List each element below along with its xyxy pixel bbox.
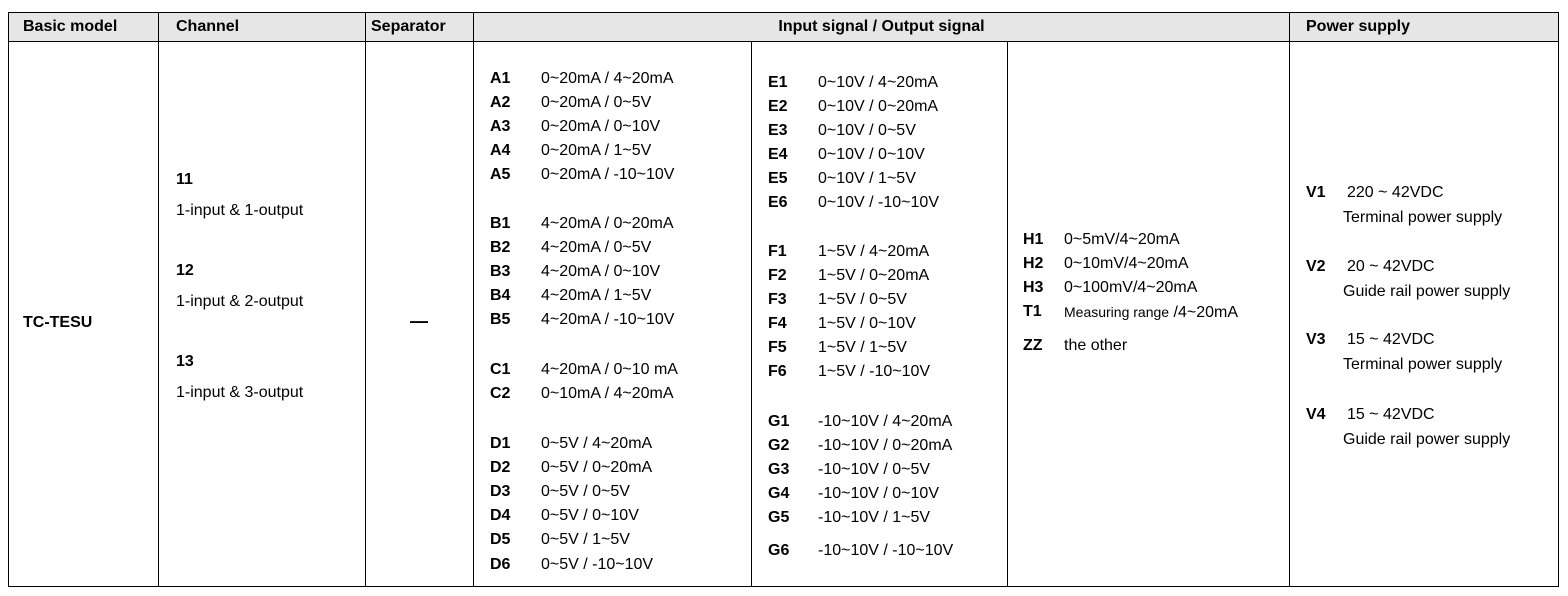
channel-desc: 1-input & 3-output <box>176 384 304 401</box>
power-voltage: 15 ~ 42VDC <box>1347 331 1435 348</box>
signal-code: E1 <box>768 74 788 91</box>
signal-code: D3 <box>490 483 511 500</box>
signal-row <box>1023 335 1128 357</box>
signal-desc <box>541 285 651 307</box>
signal-code: F1 <box>768 243 787 260</box>
signal-desc <box>818 459 930 481</box>
signal-desc <box>541 164 674 186</box>
signal-desc <box>541 92 651 114</box>
header-basic-model: Basic model <box>23 18 118 35</box>
signal-row <box>768 435 953 457</box>
signal-row <box>490 359 678 381</box>
channel-code: 12 <box>176 262 194 279</box>
signal-desc <box>1064 301 1238 324</box>
signal-row <box>490 92 652 114</box>
signal-desc-text: 1~5V / -10~10V <box>818 363 931 380</box>
signal-desc <box>1064 335 1127 357</box>
signal-desc-text: 0~5V / 0~5V <box>541 483 630 500</box>
signal-desc-text: 0~5mV/4~20mA <box>1064 231 1180 248</box>
signal-row <box>490 116 661 138</box>
signal-row <box>1023 277 1198 299</box>
basic-model-value: TC-TESU <box>23 314 93 331</box>
signal-row <box>768 507 931 529</box>
signal-desc <box>818 361 930 383</box>
signal-desc <box>1064 253 1189 275</box>
signal-desc <box>818 168 916 190</box>
signal-row <box>1023 253 1189 275</box>
signal-code: D4 <box>490 507 511 524</box>
signal-code: D6 <box>490 556 511 573</box>
signal-row <box>768 313 916 335</box>
signal-desc <box>541 505 639 527</box>
signal-code: G4 <box>768 485 790 502</box>
signal-desc <box>818 144 925 166</box>
signal-row <box>768 72 939 94</box>
signal-desc-text: 0~20mA / -10~10V <box>541 166 675 183</box>
col-divider <box>365 13 366 586</box>
signal-desc <box>1064 277 1197 299</box>
signal-code: D1 <box>490 435 511 452</box>
signal-code: ZZ <box>1023 337 1043 354</box>
signal-code: E4 <box>768 146 788 163</box>
power-desc: Terminal power supply <box>1343 356 1503 373</box>
signal-code: A5 <box>490 166 511 183</box>
signal-row <box>768 192 939 214</box>
signal-row <box>768 96 939 118</box>
signal-code: E6 <box>768 194 788 211</box>
signal-desc-small: Measuring range <box>1064 304 1170 320</box>
signal-desc-text: 4~20mA / 0~20mA <box>541 215 674 232</box>
signal-code: A2 <box>490 94 511 111</box>
signal-code: G1 <box>768 413 790 430</box>
channel-desc: 1-input & 2-output <box>176 293 304 310</box>
signal-desc <box>541 261 660 283</box>
signal-desc-text: 0~5V / 1~5V <box>541 531 630 548</box>
signal-desc <box>541 433 652 455</box>
signal-desc <box>818 241 929 263</box>
signal-desc-text: 4~20mA / 0~10 mA <box>541 361 678 378</box>
signal-desc-text: 0~10V / 1~5V <box>818 170 916 187</box>
power-row <box>1306 404 1435 426</box>
signal-desc-text: 0~10V / -10~10V <box>818 194 939 211</box>
signal-row <box>490 309 675 331</box>
signal-desc-text: 4~20mA / 0~10V <box>541 263 661 280</box>
col-divider <box>1289 13 1290 586</box>
signal-code: F3 <box>768 291 787 308</box>
signal-desc-text: 0~10mV/4~20mA <box>1064 255 1189 272</box>
signal-row <box>490 261 661 283</box>
power-row <box>1306 256 1435 278</box>
header-power-supply: Power supply <box>1306 18 1411 35</box>
signal-row <box>768 459 931 481</box>
signal-desc-text: -10~10V / -10~10V <box>818 542 954 559</box>
signal-row <box>768 483 939 505</box>
signal-desc-text: 0~10mA / 4~20mA <box>541 385 674 402</box>
signal-row <box>490 457 653 479</box>
header-separator: Separator <box>371 18 446 35</box>
signal-row <box>490 481 630 503</box>
signal-desc-text: 4~20mA / 0~5V <box>541 239 652 256</box>
signal-code: B4 <box>490 287 511 304</box>
signal-code: T1 <box>1023 303 1042 320</box>
signal-desc <box>818 483 939 505</box>
signal-row <box>490 505 639 527</box>
signal-code: F2 <box>768 267 787 284</box>
signal-desc <box>1064 229 1180 251</box>
signal-desc-text: /4~20mA <box>1169 304 1238 321</box>
channel-desc: 1-input & 1-output <box>176 202 304 219</box>
signal-row <box>490 285 652 307</box>
signal-desc <box>818 192 939 214</box>
signal-desc-text: 1~5V / 1~5V <box>818 339 907 356</box>
channel-code: 11 <box>176 171 193 188</box>
power-code: V1 <box>1306 184 1326 201</box>
signal-row <box>490 164 675 186</box>
signal-desc <box>818 96 938 118</box>
signal-desc-text: 0~20mA / 1~5V <box>541 142 652 159</box>
signal-desc <box>818 120 916 142</box>
signal-code: A4 <box>490 142 511 159</box>
signal-desc-text: 0~5V / 0~20mA <box>541 459 653 476</box>
signal-desc-text: 0~20mA / 4~20mA <box>541 70 674 87</box>
signal-desc <box>541 457 652 479</box>
signal-row <box>768 337 907 359</box>
signal-desc-text: 0~20mA / 0~5V <box>541 94 652 111</box>
signal-row <box>768 241 930 263</box>
signal-desc <box>541 237 651 259</box>
signal-desc <box>818 265 929 287</box>
power-voltage: 15 ~ 42VDC <box>1347 406 1435 423</box>
signal-row <box>490 213 674 235</box>
signal-row <box>490 529 630 551</box>
signal-desc <box>818 435 952 457</box>
signal-code: F4 <box>768 315 787 332</box>
signal-code: D2 <box>490 459 511 476</box>
signal-code: H2 <box>1023 255 1044 272</box>
signal-code: F5 <box>768 339 787 356</box>
col-divider <box>473 13 474 586</box>
separator-value: — <box>410 311 428 331</box>
signal-desc <box>541 554 653 576</box>
signal-desc <box>818 72 938 94</box>
signal-desc-text: 0~20mA / 0~10V <box>541 118 661 135</box>
signal-row <box>768 168 916 190</box>
signal-row <box>768 289 907 311</box>
signal-code: B3 <box>490 263 511 280</box>
signal-desc-text: -10~10V / 0~10V <box>818 485 939 502</box>
signal-code: H3 <box>1023 279 1044 296</box>
signal-code: A1 <box>490 70 511 87</box>
signal-row <box>490 554 654 576</box>
signal-desc <box>818 507 930 529</box>
signal-desc-text: 4~20mA / 1~5V <box>541 287 652 304</box>
signal-row <box>768 265 930 287</box>
ordering-code-table <box>8 12 1559 587</box>
signal-desc-text: 1~5V / 0~10V <box>818 315 916 332</box>
signal-row <box>1023 229 1180 251</box>
signal-desc <box>541 116 660 138</box>
signal-desc-text: 1~5V / 0~5V <box>818 291 907 308</box>
col-divider <box>1007 41 1008 586</box>
power-code: V3 <box>1306 331 1326 348</box>
signal-desc-text: 1~5V / 4~20mA <box>818 243 930 260</box>
power-desc: Terminal power supply <box>1343 209 1503 226</box>
signal-desc-text: 0~5V / 4~20mA <box>541 435 653 452</box>
signal-code: E3 <box>768 122 788 139</box>
power-row <box>1306 182 1444 204</box>
signal-desc-text: 1~5V / 0~20mA <box>818 267 930 284</box>
signal-row <box>768 120 916 142</box>
signal-desc <box>818 289 907 311</box>
power-desc: Guide rail power supply <box>1343 431 1511 448</box>
signal-desc-text: 0~10V / 4~20mA <box>818 74 939 91</box>
signal-row <box>768 361 931 383</box>
signal-code: H1 <box>1023 231 1044 248</box>
signal-code: G5 <box>768 509 790 526</box>
signal-code: G3 <box>768 461 790 478</box>
signal-desc <box>818 540 953 562</box>
signal-code: E2 <box>768 98 788 115</box>
signal-code: A3 <box>490 118 511 135</box>
signal-desc-text: -10~10V / 0~5V <box>818 461 931 478</box>
signal-desc-text: 0~10V / 0~5V <box>818 122 916 139</box>
col-divider <box>158 13 159 586</box>
signal-desc-text: 0~5V / 0~10V <box>541 507 639 524</box>
signal-row <box>768 411 953 433</box>
signal-desc <box>541 309 674 331</box>
channel-code: 13 <box>176 353 194 370</box>
power-voltage: 20 ~ 42VDC <box>1347 258 1435 275</box>
header-io-signal: Input signal / Output signal <box>778 18 985 35</box>
signal-desc-text: -10~10V / 0~20mA <box>818 437 953 454</box>
signal-code: C2 <box>490 385 511 402</box>
signal-desc <box>541 140 651 162</box>
signal-desc-text: -10~10V / 4~20mA <box>818 413 953 430</box>
col-divider <box>751 41 752 586</box>
signal-desc <box>541 481 630 503</box>
signal-code: C1 <box>490 361 511 378</box>
signal-desc <box>818 313 916 335</box>
signal-desc <box>541 213 674 235</box>
signal-code: E5 <box>768 170 788 187</box>
signal-row <box>490 383 674 405</box>
signal-row <box>768 144 925 166</box>
signal-code: B5 <box>490 311 511 328</box>
signal-desc-text: 4~20mA / -10~10V <box>541 311 675 328</box>
signal-code: G2 <box>768 437 790 454</box>
signal-row <box>768 540 954 562</box>
signal-code: F6 <box>768 363 787 380</box>
power-row <box>1306 329 1435 351</box>
signal-desc <box>541 68 674 90</box>
signal-desc-text: 0~100mV/4~20mA <box>1064 279 1198 296</box>
power-code: V4 <box>1306 406 1326 423</box>
signal-desc-text: -10~10V / 1~5V <box>818 509 931 526</box>
signal-code: G6 <box>768 542 790 559</box>
signal-desc-text: the other <box>1064 337 1128 354</box>
signal-desc-text: 0~10V / 0~10V <box>818 146 925 163</box>
signal-row <box>490 237 652 259</box>
signal-desc-text: 0~10V / 0~20mA <box>818 98 939 115</box>
signal-desc <box>818 337 907 359</box>
signal-desc <box>541 359 678 381</box>
signal-desc-text: 0~5V / -10~10V <box>541 556 654 573</box>
power-voltage: 220 ~ 42VDC <box>1347 184 1444 201</box>
signal-code: B2 <box>490 239 511 256</box>
signal-code: B1 <box>490 215 511 232</box>
signal-row <box>490 140 652 162</box>
signal-row <box>490 68 674 90</box>
signal-desc <box>541 529 630 551</box>
power-desc: Guide rail power supply <box>1343 283 1511 300</box>
signal-row <box>490 433 653 455</box>
header-channel: Channel <box>176 18 240 35</box>
power-code: V2 <box>1306 258 1326 275</box>
signal-row <box>1023 301 1238 323</box>
signal-desc <box>541 383 674 405</box>
signal-code: D5 <box>490 531 511 548</box>
signal-desc <box>818 411 952 433</box>
